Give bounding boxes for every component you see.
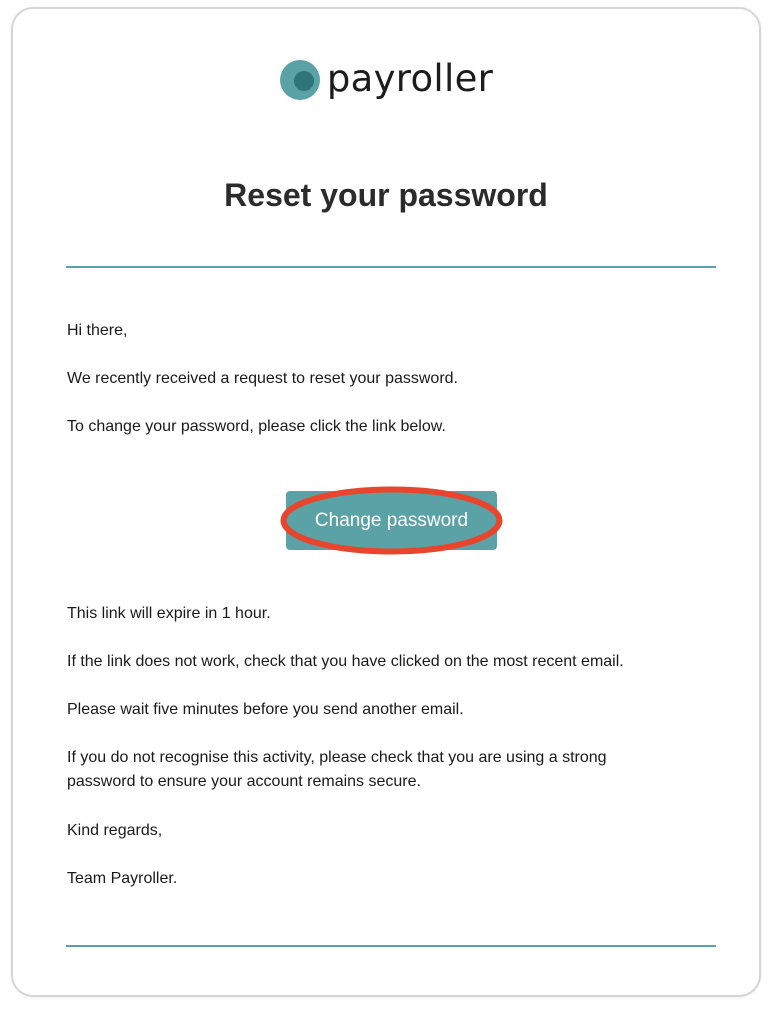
greeting-text: Hi there, xyxy=(67,322,128,339)
signature-text: Team Payroller. xyxy=(67,870,178,887)
security-text: If you do not recognise this activity, please check that you are using a strong password to ensure your account remains secure. xyxy=(67,749,607,790)
top-divider xyxy=(66,266,716,268)
signoff-text: Kind regards, xyxy=(67,822,163,839)
email-card xyxy=(11,7,761,997)
wait-text: Please wait five minutes before you send another email. xyxy=(67,701,464,718)
troubleshoot-text: If the link does not work, check that you have clicked on the most recent email. xyxy=(67,653,624,670)
brand-wordmark: payroller xyxy=(326,56,494,100)
page-title: Reset your password xyxy=(224,177,548,213)
instruction-text: To change your password, please click the link below. xyxy=(67,418,446,435)
change-password-button[interactable]: Change password xyxy=(286,491,497,550)
bottom-divider xyxy=(66,945,716,947)
intro-text: We recently received a request to reset your password. xyxy=(67,370,458,387)
expiry-text: This link will expire in 1 hour. xyxy=(67,605,271,622)
brand-logo xyxy=(13,56,759,101)
payroller-logo-icon xyxy=(279,59,321,101)
